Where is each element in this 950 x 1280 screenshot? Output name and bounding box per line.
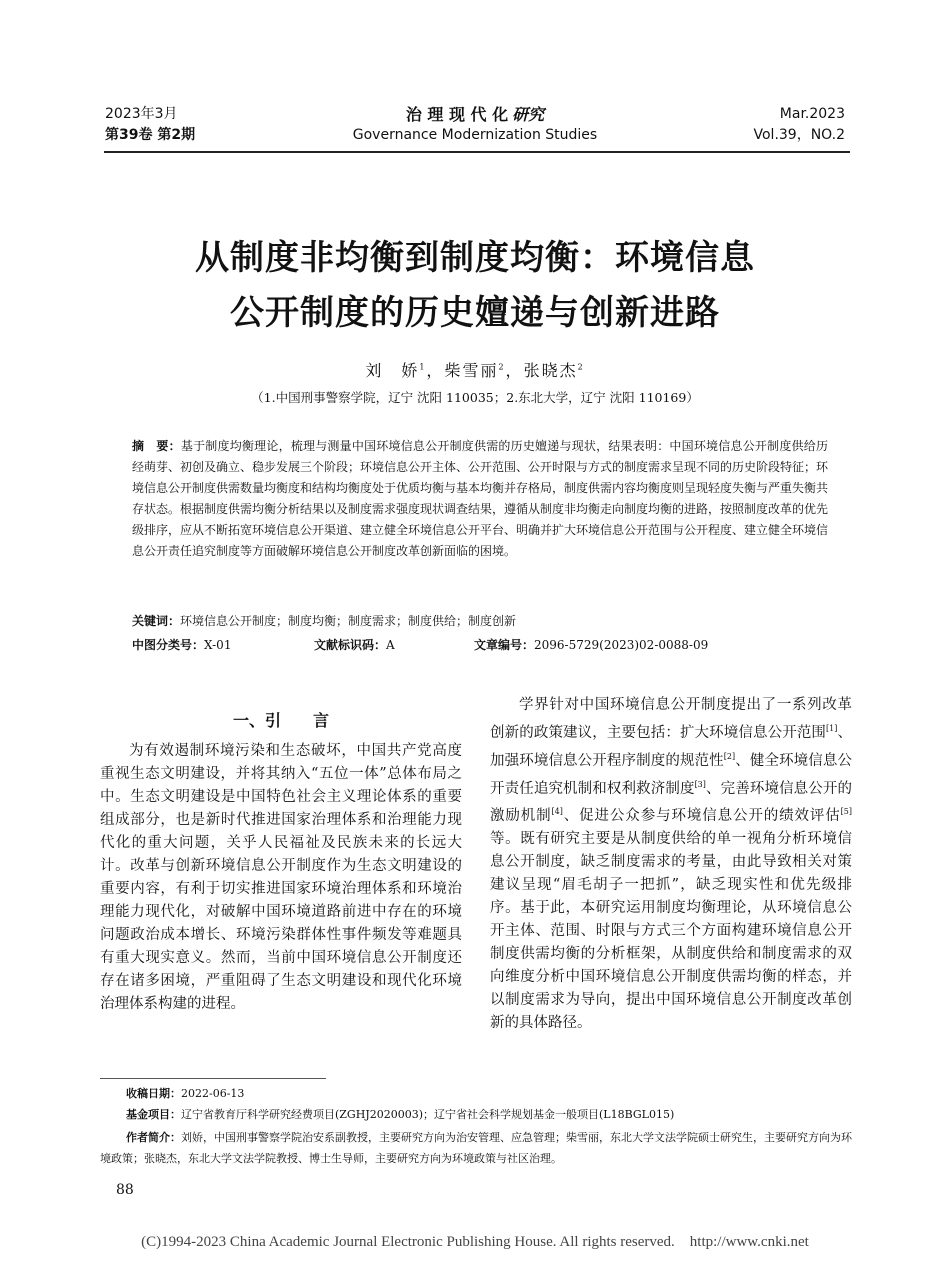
issue-volume-cn: 第39卷 第2期 [105,127,196,143]
citation-ref: [5] [840,807,853,817]
keywords [132,611,828,632]
abstract [132,436,828,562]
author-name: 柴雪丽 [444,361,499,380]
doc-code-value: A [386,638,395,652]
author-affiliation-mark: 2 [498,362,506,372]
author-bio [100,1127,852,1169]
fund-info [126,1104,851,1125]
section-heading: 一、引 言 [232,711,329,730]
doc-code-label: 文献标识码： [314,638,387,652]
text-run: 、促进公众参与环境信息公开的绩效评估 [562,808,841,825]
literature-paragraph [490,694,852,1035]
right-column [490,694,852,1035]
citation-ref: [1] [826,724,838,733]
keywords-text: 环境信息公开制度；制度均衡；制度需求；制度供给；制度创新 [180,614,517,628]
copyright-footer: (C)1994-2023 China Academic Journal Electronic Publishing House. All rights reserved. http://www.cnki.net [141,1234,809,1250]
citation-ref: [3] [694,779,706,789]
issue-volume-en: Vol.39，NO.2 [753,127,845,143]
citation-ref: [4] [551,807,563,817]
author-bio-label: 作者简介： [126,1131,181,1144]
received-date [126,1083,851,1104]
left-column [100,740,462,1016]
clc-label: 中图分类号： [132,638,205,652]
issue-date-cn: 2023年3月 [105,106,178,122]
affiliations: （1.中国刑事警察学院，辽宁 沈阳 110035；2.东北大学，辽宁 沈阳 110169） [251,390,699,405]
author-separator: ， [505,361,524,380]
keywords-label: 关键词： [132,614,181,628]
author-name: 张晓杰 [523,361,578,380]
fund-value: 辽宁省教育厅科学研究经费项目(ZGHJ2020003)；辽宁省社会科学规划基金一般项目(L18BGL015) [181,1108,675,1121]
abstract-label: 摘 要： [132,439,181,453]
journal-name-cn: 治 理 现 代 化 [405,105,509,124]
article-title-line2: 公开制度的历史嬗递与创新进路 [230,293,720,333]
page-number: 88 [116,1182,134,1198]
article-title-line1: 从制度非均衡到制度均衡：环境信息 [195,238,755,278]
text-run: 学界针对中国环境信息公开制度提出了一系列改革创新的政策建议，主要包括：扩大环境信息公开范围 [490,697,852,741]
article-number-label: 文章编号： [474,638,535,652]
text-run: 、加强环境信息公开程序制度的规范性 [490,724,853,769]
clc-value: X-01 [204,638,232,652]
text-run: 等。既有研究主要是从制度供给的单一视角分析环境信息公开制度，缺乏制度需求的考量，由此导致相关对策建议呈现“眉毛胡子一把抓”，缺乏现实性和优先级排序。基于此，本研究运用制度均衡理论，从环境信息公开主体、范围、时限与方式三个方面构建环境信息公开制度供需均衡的分析框架，从制度供给和制度需求的双向维度分析中国环境信息公开制度供需均衡的样态，并以制度需求为导向，提出中国环境信息公开制度改革创新的具体路径。 [490,831,852,1032]
article-number-value: 2096-5729(2023)02-0088-09 [534,638,709,652]
intro-paragraph: 为有效遏制环境污染和生态破坏，中国共产党高度重视生态文明建设，并将其纳入“五位一体”总体布局之中。生态文明建设是中国特色社会主义理论体系的重要组成部分，也是新时代推进国家治理体系和治理能力现代化的重大问题，关乎人民福祉及民族未来的长远大计。改革与创新环境信息公开制度作为生态文明建设的重要内容，有利于切实推进国家环境治理体系和环境治理能力现代化，对破解中国环境道路前进中存在的环境问题政治成本增长、环境污染群体性事件频发等难题具有重大现实意义。然而，当前中国环境信息公开制度还存在诸多困境，严重阻碍了生态文明建设和现代化环境治理体系构建的进程。 [100,743,462,1012]
received-value: 2022-06-13 [181,1087,245,1100]
journal-title [300,102,650,125]
header-rule [104,151,850,153]
author-bio-text: 刘娇，中国刑事警察学院治安系副教授，主要研究方向为治安管理、应急管理；柴雪丽，东北大学文法学院硕士研究生，主要研究方向为环境政策；张晓杰，东北大学文法学院教授、博士生导师，主要研究方向为环境政策与社区治理。 [100,1131,852,1165]
footnote-rule [100,1078,326,1079]
author-separator: ， [426,361,445,380]
classification-line [132,635,828,656]
journal-name-en: Governance Modernization Studies [352,127,598,143]
abstract-text: 基于制度均衡理论，梳理与测量中国环境信息公开制度供需的历史嬗递与现状，结果表明：中国环境信息公开制度供给历经萌芽、初创及确立、稳步发展三个阶段；环境信息公开主体、公开范围、公开时限与方式的制度需求呈现不同的历史阶段特征；环境信息公开制度供需数量均衡度和结构均衡度处于优质均衡与基本均衡并存格局，制度供需内容均衡度则呈现轻度失衡与严重失衡共存状态。根据制度供需均衡分析结果以及制度需求强度现状调查结果，遵循从制度非均衡走向制度均衡的进路，按照制度改革的优先级排序，应从不断拓宽环境信息公开渠道、建立健全环境信息公开平台、明确并扩大环境信息公开范围与公开程度、建立健全环境信息公开责任追究制度等方面破解环境信息公开制度改革创新面临的困境。 [132,439,829,558]
text-run: 、健全环境信息公开责任追究机制和权利救济制度 [490,752,853,797]
fund-label: 基金项目： [126,1108,181,1121]
author-affiliation-mark: 1 [419,362,427,372]
issue-date-en: Mar.2023 [779,106,845,122]
citation-ref: [2] [723,751,736,761]
author-list [0,358,950,381]
received-label: 收稿日期： [126,1087,181,1100]
author-name: 刘 娇 [365,361,420,380]
journal-name-calligraphy: 研究 [512,105,545,124]
text-run: 、完善环境信息公开的激励机制 [490,780,853,825]
author-affiliation-mark: 2 [577,362,585,372]
